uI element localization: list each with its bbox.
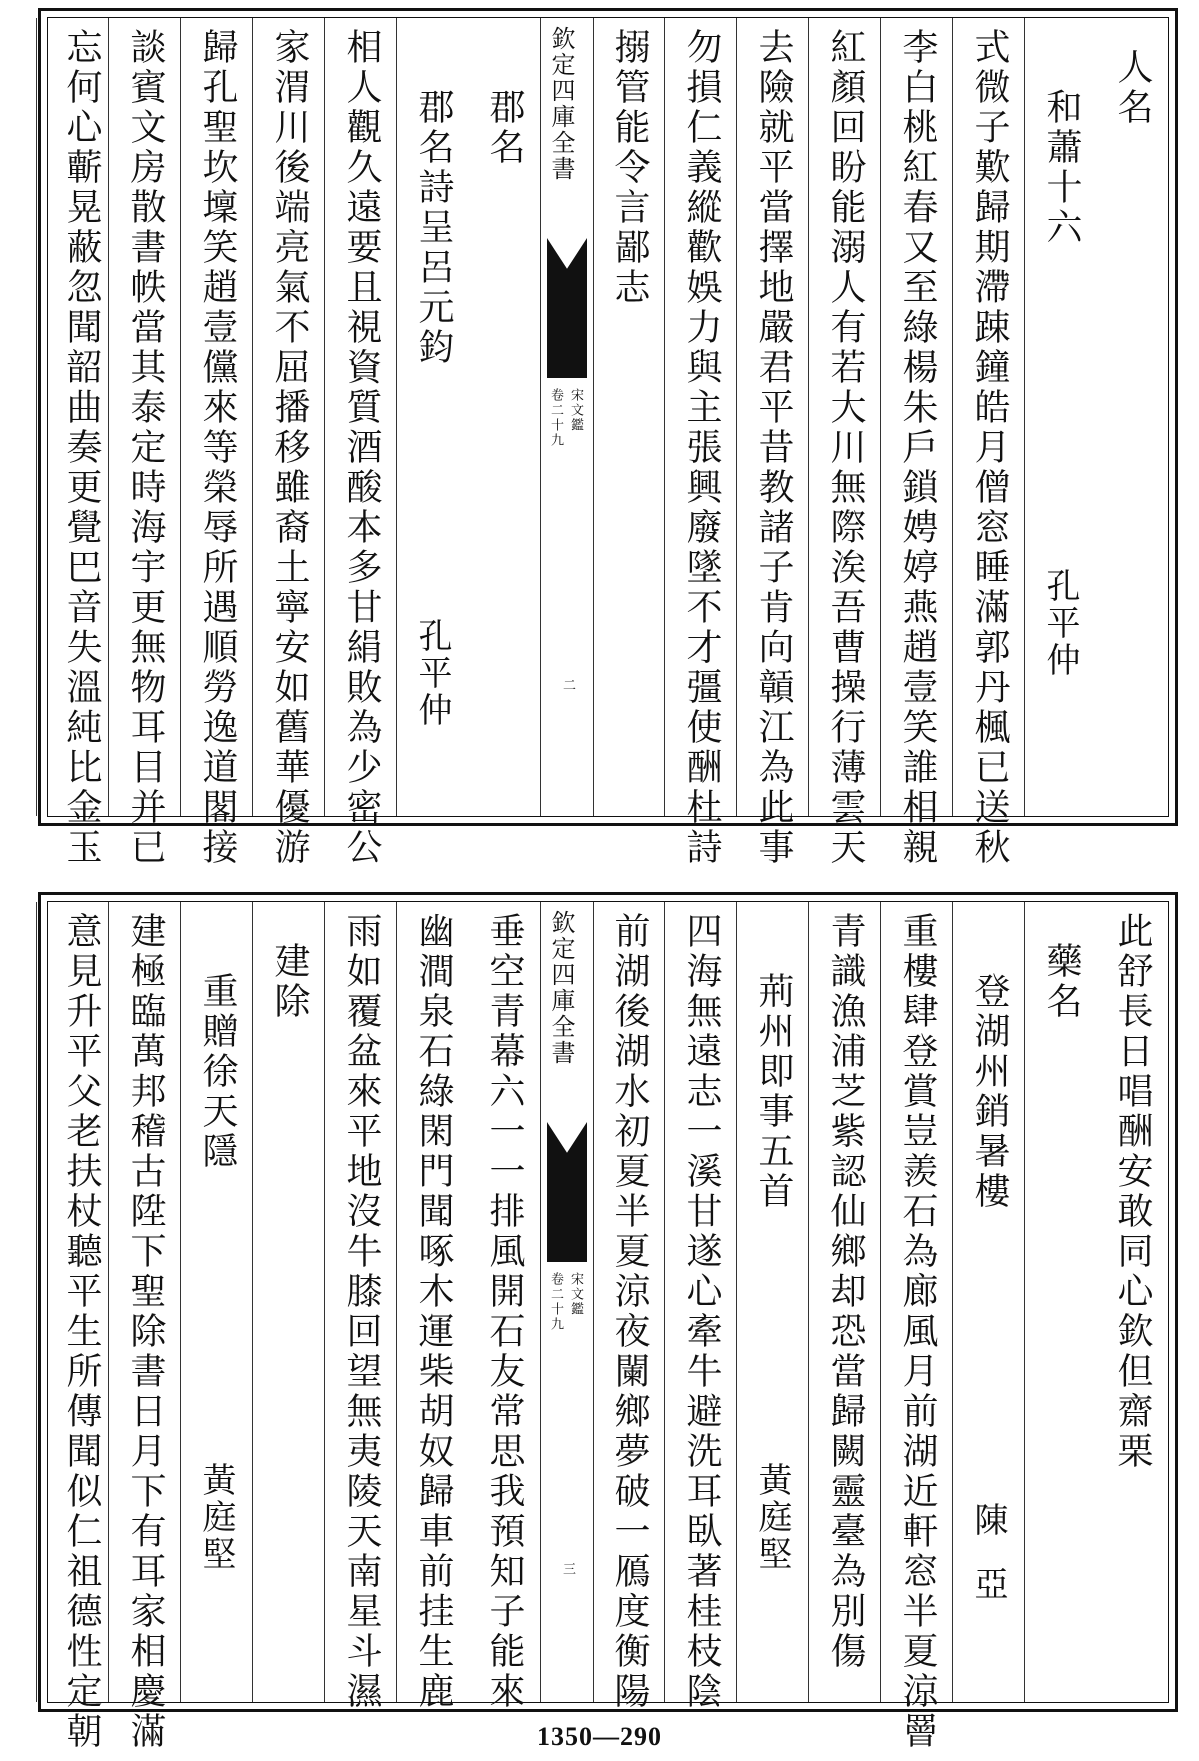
poem-author: 黃庭堅 bbox=[196, 1462, 236, 1573]
text-column bbox=[664, 902, 737, 1712]
fishtail-mark bbox=[547, 238, 587, 378]
column-poem-title bbox=[952, 902, 1025, 1702]
text-line: 歸孔聖坎壈笑趙壹儻來等榮辱所遇順勞逸道閣接 bbox=[197, 28, 238, 868]
gutter-book: 宋文鑑 bbox=[568, 388, 583, 433]
text-column bbox=[324, 902, 397, 1712]
text-line: 相人觀久遠要且視資質酒酸本多甘絹敗為少密公 bbox=[341, 28, 382, 868]
top-page-inner-border bbox=[47, 17, 1169, 868]
column-heading bbox=[468, 18, 540, 816]
text-column bbox=[468, 902, 540, 1712]
text-line: 式微子歎歸期滯踈鐘皓月僧窓睡滿郭丹楓已送秋 bbox=[969, 28, 1010, 868]
text-line: 四海無遠志一溪甘遂心牽牛避洗耳臥著桂枝陰 bbox=[681, 912, 722, 1712]
text-line: 家渭川後端亮氣不屈播移雖裔土寧安如舊華優游 bbox=[269, 28, 310, 868]
text-column bbox=[108, 902, 181, 1752]
column-heading bbox=[1024, 902, 1097, 1702]
text-column bbox=[592, 902, 665, 1712]
center-gutter bbox=[540, 18, 594, 816]
text-column bbox=[180, 18, 253, 868]
text-column bbox=[396, 902, 469, 1712]
gutter-title: 欽定四庫全書 bbox=[547, 910, 575, 1066]
text-column bbox=[324, 18, 397, 868]
page-number: 1350—290 bbox=[537, 1722, 662, 1751]
text-line: 去險就平當擇地嚴君平昔教諸子肯向贑江為此事 bbox=[753, 28, 794, 868]
text-column bbox=[36, 18, 109, 868]
section-heading: 郡名 bbox=[484, 88, 525, 168]
text-line: 青識漁浦芝紫認仙鄉却恐當歸闕靈臺為別傷 bbox=[825, 912, 866, 1672]
gutter-leaf: 三 bbox=[560, 1562, 575, 1577]
poem-author: 黃庭堅 bbox=[752, 1462, 792, 1573]
poem-author: 陳亞 bbox=[968, 1502, 1008, 1630]
section-heading: 藥名 bbox=[1041, 942, 1082, 1022]
text-line: 搦管能令言鄙志 bbox=[609, 28, 650, 308]
column-poem-title bbox=[1024, 18, 1097, 816]
column-heading bbox=[1096, 18, 1168, 816]
gutter-book: 宋文鑑 bbox=[568, 1272, 583, 1317]
text-column bbox=[808, 902, 881, 1702]
text-line: 幽澗泉石綠閑門聞啄木運柴胡奴歸車前挂生鹿 bbox=[413, 912, 454, 1712]
text-line: 雨如覆盆來平地沒牛膝回望無夷陵天南星斗濕 bbox=[341, 912, 382, 1712]
text-line: 建極臨萬邦稽古陞下聖除書日月下有耳家相慶滿 bbox=[125, 912, 166, 1752]
text-column bbox=[880, 18, 953, 868]
text-column bbox=[808, 18, 881, 868]
text-column bbox=[1096, 902, 1168, 1702]
text-line: 前湖後湖水初夏半夏涼夜闌鄉夢破一鴈度衡陽 bbox=[609, 912, 650, 1712]
text-line: 垂空青幕六一一排風開石友常思我預知子能來 bbox=[484, 912, 525, 1712]
fishtail-mark bbox=[547, 1122, 587, 1262]
column-poem-title bbox=[396, 18, 469, 816]
text-column bbox=[664, 18, 737, 868]
section-heading: 人名 bbox=[1112, 48, 1153, 128]
section-heading: 建除 bbox=[269, 942, 310, 1022]
text-column bbox=[736, 18, 809, 868]
poem-title: 登湖州銷暑樓 bbox=[969, 972, 1010, 1212]
poem-author: 孔平仲 bbox=[412, 618, 452, 729]
text-line: 忘何心蘄晃蔽忽聞韶曲奏更覺巴音失溫純比金玉 bbox=[61, 28, 102, 868]
text-line: 意見升平父老扶杖聽平生所傳聞似仁祖德性定朝 bbox=[61, 912, 102, 1752]
poem-title: 重贈徐天隱 bbox=[197, 972, 238, 1172]
gutter-juan: 卷二十九 bbox=[548, 1272, 563, 1332]
text-line: 李白桃紅春又至綠楊朱戶鎖娉婷燕趙壹笑誰相親 bbox=[897, 28, 938, 868]
text-line: 重樓肆登賞豈羨石為廊風月前湖近軒窓半夏涼罾 bbox=[897, 912, 938, 1752]
column-poem-title bbox=[736, 902, 809, 1702]
column-heading bbox=[252, 902, 325, 1702]
text-column bbox=[252, 18, 325, 868]
top-page-panel bbox=[38, 8, 1178, 868]
poem-title: 荊州即事五首 bbox=[753, 972, 794, 1212]
gutter-title: 欽定四庫全書 bbox=[547, 26, 575, 182]
poem-title: 和蕭十六 bbox=[1041, 88, 1082, 248]
poem-author: 孔平仲 bbox=[1040, 568, 1080, 679]
text-line: 談賓文房散書帙當其泰定時海宇更無物耳目并已 bbox=[125, 28, 166, 868]
center-gutter bbox=[540, 902, 594, 1702]
text-column bbox=[108, 18, 181, 868]
gutter-juan: 卷二十九 bbox=[548, 388, 563, 448]
text-column bbox=[36, 902, 109, 1752]
poem-title: 郡名詩呈呂元鈞 bbox=[413, 88, 454, 368]
text-column bbox=[880, 902, 953, 1752]
gutter-leaf: 二 bbox=[560, 678, 575, 693]
column-poem-title bbox=[180, 902, 253, 1702]
text-column bbox=[592, 18, 665, 816]
text-line: 此舒長日唱酬安敢同心欽但齋栗 bbox=[1112, 912, 1153, 1472]
text-line: 勿損仁義縱歡娛力與主張興廢墜不才彊使酬杜詩 bbox=[681, 28, 722, 868]
text-column bbox=[952, 18, 1025, 868]
text-line: 紅顏回盼能溺人有若大川無際涘吾曹操行薄雲天 bbox=[825, 28, 866, 868]
